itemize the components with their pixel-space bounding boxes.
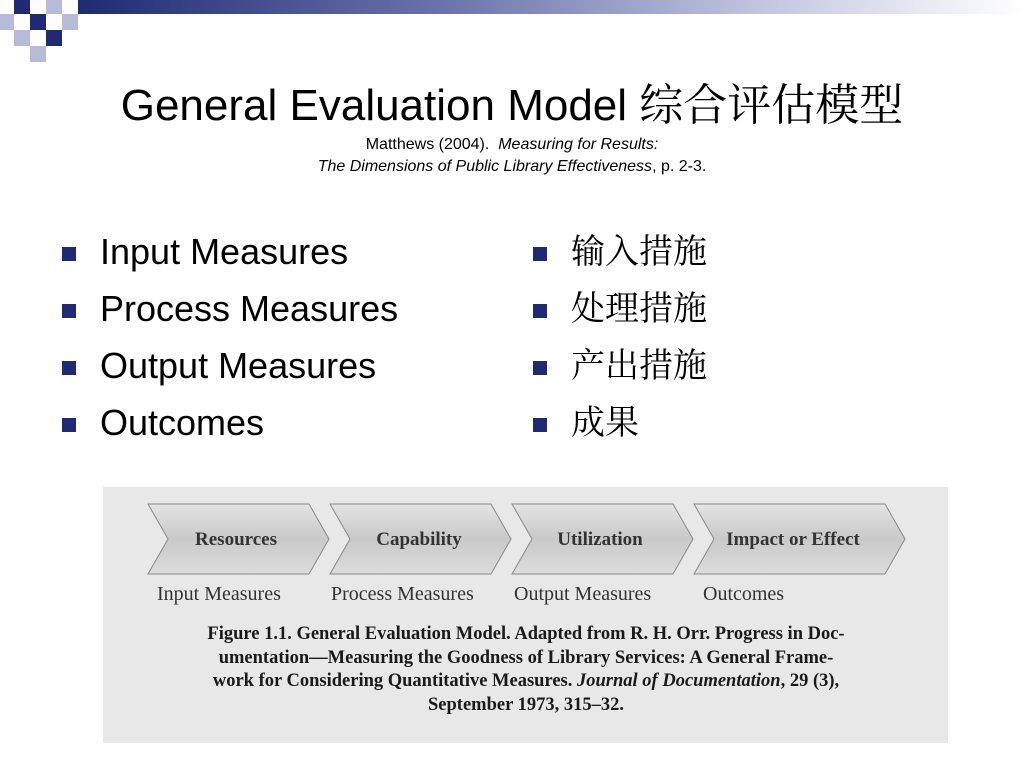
- bullet-output-measures: Output Measures: [62, 346, 398, 403]
- citation-title-2: The Dimensions of Public Library Effectiveness: [317, 158, 653, 175]
- evaluation-model-figure: [103, 487, 948, 743]
- bullet-zh-process: 处理措施: [533, 289, 707, 346]
- bullet-zh-input: 输入措施: [533, 232, 707, 289]
- stage-label: Utilization: [557, 529, 643, 550]
- square-bullet-icon: [533, 304, 547, 318]
- header-gradient-bar: [78, 0, 1024, 14]
- bullet-zh-output: 产出措施: [533, 346, 707, 403]
- slide-title: General Evaluation Model 综合评估模型: [120, 81, 904, 130]
- figure-measure-label: Input Measures: [157, 583, 281, 605]
- square-bullet-icon: [62, 304, 76, 318]
- citation-title-1: Measuring for Results:: [498, 136, 659, 153]
- square-bullet-icon: [62, 418, 76, 432]
- figure-caption: Figure 1.1. General Evaluation Model. Adapted from R. H. Orr. Progress in Doc- umentation—Measuring the Goodness of Library Services: A General Frame- work for Considering Quantitative Measures. Journal of Documentation, 29 (3), September 1973, 315–32.: [207, 624, 845, 715]
- stage-label: Impact or Effect: [726, 529, 860, 550]
- figure-measure-label: Process Measures: [331, 583, 474, 605]
- slide-citation: [0, 134, 1024, 178]
- english-bullet-list: [62, 232, 398, 460]
- bullet-input-measures: Input Measures: [62, 232, 398, 289]
- figure-measure-label: Outcomes: [703, 583, 785, 605]
- stage-label: Resources: [195, 529, 277, 550]
- square-bullet-icon: [533, 247, 547, 261]
- square-bullet-icon: [62, 361, 76, 375]
- bullet-outcomes: Outcomes: [62, 403, 398, 460]
- citation-author: Matthews (2004).: [365, 136, 490, 153]
- chinese-bullet-list: [533, 232, 707, 460]
- citation-pages: , p. 2-3.: [652, 158, 707, 175]
- bullet-process-measures: Process Measures: [62, 289, 398, 346]
- square-bullet-icon: [533, 361, 547, 375]
- bullet-zh-outcomes: 成果: [533, 403, 707, 460]
- square-bullet-icon: [62, 247, 76, 261]
- square-bullet-icon: [533, 418, 547, 432]
- stage-label: Capability: [376, 529, 462, 550]
- figure-measure-label: Output Measures: [514, 583, 652, 605]
